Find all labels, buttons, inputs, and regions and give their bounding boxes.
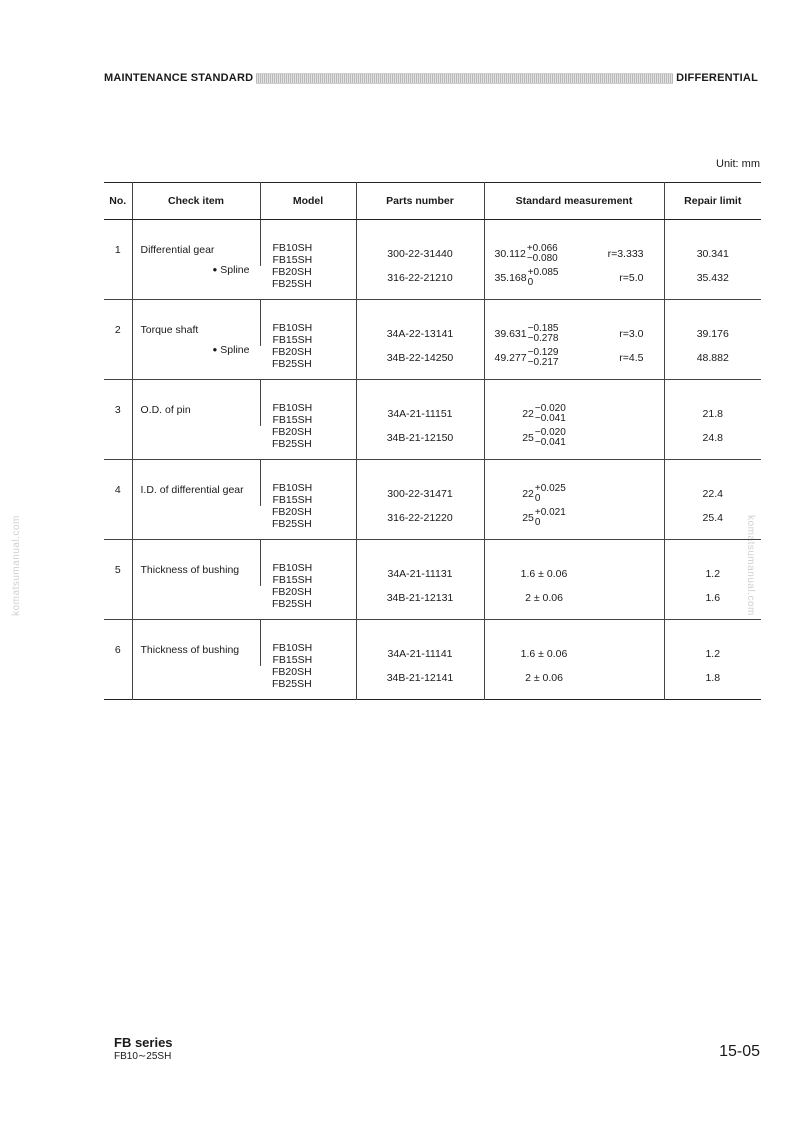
tolerance [528, 324, 559, 344]
model-name: FB25SH [272, 438, 312, 450]
measurement-base: 22 [522, 408, 534, 420]
repair-limit: 1.2 [664, 620, 761, 667]
measurement-base: 25 [522, 512, 534, 524]
row-number: 6 [104, 620, 132, 700]
row-number: 2 [104, 300, 132, 380]
model-name: FB15SH [272, 654, 313, 666]
parts-number: 34B-21-12141 [356, 666, 484, 700]
tolerance-lower: −0.278 [527, 333, 559, 344]
spline-note [141, 344, 256, 356]
model-name: FB20SH [272, 586, 312, 598]
tolerance-lower: −0.217 [527, 357, 559, 368]
measurement-base: 30.112 [494, 248, 526, 260]
tolerance-lower: −0.041 [534, 437, 566, 448]
measurement-base: 39.631 [494, 328, 527, 340]
table-row [104, 460, 761, 507]
repair-limit: 1.8 [664, 666, 761, 700]
check-item-label: Thickness of bushing [140, 644, 240, 656]
spline-radius: r=3.333 [607, 248, 644, 260]
check-item-label: I.D. of differential gear [140, 484, 244, 496]
model-name: FB25SH [272, 598, 312, 610]
standard-measurement-cell [484, 266, 664, 300]
tolerance-lower: −0.041 [534, 413, 566, 424]
footer-series-block [114, 1036, 173, 1064]
col-header-repair-limit: Repair limit [664, 183, 761, 220]
standard-measurement-cell [484, 300, 664, 347]
model-name: FB25SH [272, 518, 312, 530]
header-hatch-bar [256, 73, 673, 84]
model-name: FB10SH [272, 322, 313, 334]
col-header-model: Model [260, 183, 356, 220]
tolerance-lower: 0 [534, 493, 541, 504]
measurement-base: 2 ± 0.06 [525, 592, 563, 604]
tolerance [535, 428, 566, 448]
measurement-base: 49.277 [494, 352, 527, 364]
check-item-cell [132, 540, 260, 620]
check-item-cell [132, 380, 260, 460]
check-item-cell [132, 620, 260, 700]
model-name: FB10SH [272, 402, 313, 414]
footer-series: FB series [114, 1035, 173, 1050]
parts-number: 316-22-21220 [356, 506, 484, 540]
spline-radius: r=3.0 [619, 328, 644, 340]
spline-radius: r=4.5 [619, 352, 644, 364]
row-number: 1 [114, 244, 121, 256]
measurement-base: 1.6 ± 0.06 [520, 648, 568, 660]
model-name: FB20SH [272, 666, 312, 678]
tolerance [527, 244, 558, 264]
col-header-no: No. [104, 183, 132, 220]
model-name: FB20SH [272, 426, 312, 438]
model-name: FB25SH [272, 678, 312, 690]
model-name: FB20SH [272, 506, 312, 518]
table-row [104, 380, 761, 427]
watermark-right: komatsumanual.com [744, 515, 756, 616]
check-item-label: Differential gear [140, 244, 215, 256]
tolerance-lower: −0.080 [526, 253, 558, 264]
model-cell [260, 346, 356, 380]
tolerance [528, 268, 559, 288]
table-header-row [104, 183, 761, 220]
chapter-title: DIFFERENTIAL [676, 72, 758, 84]
parts-number: 34A-22-13141 [356, 300, 484, 347]
tolerance [535, 484, 566, 504]
col-header-check-item: Check item [132, 183, 260, 220]
model-name: FB25SH [272, 278, 312, 290]
standard-measurement-cell [484, 620, 664, 667]
tolerance-upper: +0.021 [534, 507, 566, 518]
model-cell [260, 620, 356, 667]
model-name: FB15SH [272, 334, 313, 346]
check-item-cell [132, 300, 260, 380]
model-cell [260, 586, 356, 620]
tolerance-upper: +0.085 [527, 267, 559, 278]
model-name: FB10SH [272, 562, 313, 574]
model-cell [260, 380, 356, 427]
model-cell [260, 666, 356, 700]
standard-measurement-cell [484, 426, 664, 460]
tolerance [535, 404, 566, 424]
model-name: FB10SH [272, 482, 313, 494]
measurement-base: 35.168 [494, 272, 527, 284]
parts-number: 34A-21-11141 [356, 620, 484, 667]
model-name: FB15SH [272, 574, 313, 586]
check-item-label: O.D. of pin [140, 404, 191, 416]
col-header-parts-number: Parts number [356, 183, 484, 220]
repair-limit: 24.8 [664, 426, 761, 460]
model-name: FB10SH [272, 642, 313, 654]
model-name: FB25SH [272, 358, 312, 370]
bullet-icon: ● [212, 345, 218, 354]
row-number: 3 [104, 380, 132, 460]
parts-number: 300-22-31440 [356, 220, 484, 267]
measurement-base: 2 ± 0.06 [525, 672, 563, 684]
table-row [104, 540, 761, 587]
tolerance-upper: −0.129 [527, 347, 559, 358]
repair-limit: 1.2 [664, 540, 761, 587]
parts-number: 316-22-21210 [356, 266, 484, 300]
model-name: FB10SH [272, 242, 313, 254]
table-row [104, 620, 761, 667]
parts-number: 34B-21-12131 [356, 586, 484, 620]
model-cell [260, 426, 356, 460]
page-number: 15-05 [719, 1043, 760, 1060]
table-row [104, 220, 761, 267]
standard-measurement-cell [484, 220, 664, 267]
model-cell [260, 266, 356, 300]
repair-limit: 22.4 [664, 460, 761, 507]
model-name: FB15SH [272, 414, 313, 426]
model-cell [260, 220, 356, 267]
tolerance-lower: 0 [527, 277, 534, 288]
repair-limit: 21.8 [664, 380, 761, 427]
standard-measurement-cell [484, 346, 664, 380]
col-header-standard-measurement: Standard measurement [484, 183, 664, 220]
row-number: 4 [104, 460, 132, 540]
standard-measurement-cell [484, 586, 664, 620]
tolerance-upper: −0.185 [527, 323, 559, 334]
tolerance-upper: +0.025 [534, 483, 566, 494]
tolerance-upper: −0.020 [534, 403, 566, 414]
watermark-left: komatsumanual.com [10, 515, 22, 616]
unit-label: Unit: mm [716, 158, 760, 170]
standard-measurement-cell [484, 460, 664, 507]
table-body [104, 220, 761, 700]
model-cell [260, 506, 356, 540]
footer-model-range: FB10∼25SH [114, 1051, 172, 1062]
tolerance-upper: −0.020 [534, 427, 566, 438]
spline-note [141, 264, 256, 276]
model-cell [260, 460, 356, 507]
repair-limit: 30.341 [664, 220, 761, 267]
check-item-cell [132, 220, 260, 300]
spline-label: Spline [220, 264, 250, 276]
standard-measurement-cell [484, 666, 664, 700]
spline-radius: r=5.0 [619, 272, 644, 284]
page-header [104, 70, 758, 86]
measurement-base: 22 [522, 488, 534, 500]
row-number: 5 [104, 540, 132, 620]
parts-number: 300-22-31471 [356, 460, 484, 507]
tolerance [535, 508, 566, 528]
check-item-cell [132, 460, 260, 540]
model-cell [260, 540, 356, 587]
model-name: FB15SH [272, 494, 313, 506]
section-title: MAINTENANCE STANDARD [104, 72, 254, 84]
table-row [104, 300, 761, 347]
parts-number: 34A-21-11131 [356, 540, 484, 587]
parts-number: 34A-21-11151 [356, 380, 484, 427]
tolerance [528, 348, 559, 368]
spline-label: Spline [220, 344, 250, 356]
repair-limit: 25.4 [664, 506, 761, 540]
tolerance-lower: 0 [534, 517, 541, 528]
model-name: FB15SH [272, 254, 313, 266]
measurement-base: 25 [522, 432, 534, 444]
standard-measurement-cell [484, 380, 664, 427]
check-item-label: Torque shaft [140, 324, 199, 336]
check-item-label: Thickness of bushing [140, 564, 240, 576]
bullet-icon: ● [212, 265, 218, 274]
model-cell [260, 300, 356, 347]
repair-limit: 48.882 [664, 346, 761, 380]
standard-measurement-cell [484, 506, 664, 540]
maintenance-standard-table [104, 182, 761, 700]
model-name: FB20SH [272, 266, 312, 278]
repair-limit: 35.432 [664, 266, 761, 300]
model-name: FB20SH [272, 346, 312, 358]
repair-limit: 39.176 [664, 300, 761, 347]
measurement-base: 1.6 ± 0.06 [520, 568, 568, 580]
parts-number: 34B-22-14250 [356, 346, 484, 380]
parts-number: 34B-21-12150 [356, 426, 484, 460]
tolerance-upper: +0.066 [526, 243, 558, 254]
repair-limit: 1.6 [664, 586, 761, 620]
standard-measurement-cell [484, 540, 664, 587]
